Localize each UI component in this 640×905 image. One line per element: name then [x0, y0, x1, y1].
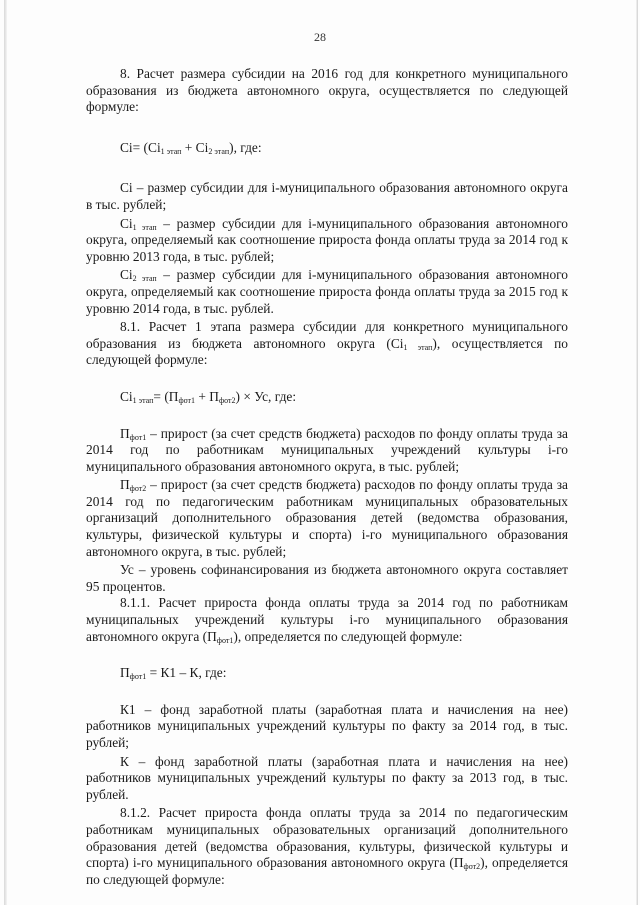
formula-pfot1: [86, 665, 568, 682]
paragraph-8: 8. Расчет размера субсидии на 2016 год для конкретного муниципального образования из бюджета автономного округа, осуществляется по следующей формуле:: [86, 66, 568, 115]
formula-ci-1: [86, 389, 568, 406]
paragraph-8-1: [86, 319, 568, 369]
formula-text: Ci: [120, 388, 133, 404]
page-number: 28: [314, 30, 326, 44]
definition-text: – размер субсидии для i-муниципального образования автономного округа, определяемый как соотношение прироста фонда оплаты труда за 2015 год к уровню 2014 года, в тыс. рублей.: [86, 267, 568, 316]
definition-us: Ус – уровень софинансирования из бюджета автономного округа составляет 95 процентов.: [86, 562, 568, 594]
formula-text: = (П: [153, 388, 179, 404]
definition-k1: К1 – фонд заработной платы (заработная плата и начисления на нее) работников муниципальных учреждений культуры по факту за 2014 год, в тыс. рублей;: [86, 701, 568, 750]
definition-ci-2: [86, 267, 568, 317]
formula-subscript: фот1: [178, 395, 196, 405]
formula-text: П: [120, 665, 130, 681]
formula-subscript: 2 этап: [208, 146, 230, 156]
definition-term: Ci: [120, 267, 133, 283]
document-body: [86, 66, 568, 888]
scan-edge-left: [4, 0, 7, 905]
definition-subscript: фот2: [129, 484, 147, 494]
definition-subscript: фот1: [129, 432, 147, 442]
formula-subscript: фот2: [218, 395, 236, 405]
formula-subscript: фот1: [129, 672, 147, 682]
formula-text: ), где:: [229, 139, 262, 155]
paragraph-text: 8.1.2. Расчет прироста фонда оплаты труда за 2014 по педагогическим работникам муниципальных образовательных организаций дополнительного образования детей (ведомства образования, культуры, физической культуры и спорта) i-го муниципального образования автономного округа (П: [86, 805, 568, 871]
paragraph-8-1-1: [86, 595, 568, 645]
formula-text: = К1 – К, где:: [146, 665, 227, 681]
definition-ci: Ci – размер субсидии для i-муниципального образования автономного округа в тыс. рублей;: [86, 180, 568, 212]
formula-text: Ci= (Ci: [120, 139, 161, 155]
formula-text: + П: [195, 388, 219, 404]
definition-subscript: 1 этап: [132, 222, 157, 232]
definition-term: Ci: [120, 215, 133, 231]
paragraph-text: 8.1.1. Расчет прироста фонда оплаты труда за 2014 год по работникам муниципальных учреждений культуры i-го муниципального образования автономного округа (П: [86, 595, 568, 644]
formula-ci: [86, 140, 568, 157]
definition-ci-1: [86, 216, 568, 266]
definition-text: – размер субсидии для i-муниципального образования автономного округа, определяемый как соотношение прироста фонда оплаты труда за 2014 год к уровню 2013 года, в тыс. рублей;: [86, 215, 568, 264]
paragraph-text: ), определяется по следующей формуле:: [86, 855, 568, 887]
paragraph-8-1-2: [86, 805, 568, 888]
definition-text: – прирост (за счет средств бюджета) расходов по фонду оплаты труда за 2014 год по работникам муниципальных учреждений культуры i-го муниципального образования автономного округа, в тыс. рублей;: [86, 425, 568, 474]
paragraph-text: ), осуществляется по следующей формуле:: [86, 335, 568, 368]
definition-term: П: [120, 477, 130, 493]
paragraph-subscript: 1 этап: [403, 342, 433, 352]
paragraph-subscript: фот2: [463, 862, 481, 872]
formula-subscript: 1 этап: [160, 146, 182, 156]
formula-text: ) × Ус, где:: [235, 388, 297, 404]
formula-subscript: 1 этап: [132, 395, 154, 405]
definition-text: – прирост (за счет средств бюджета) расходов по фонду оплаты труда за 2014 год по педагогическим работникам муниципальных образовательных организаций дополнительного образования детей (ведомства образования, культуры, физической культуры и спорта) i-го муниципального образования автономного округа, в тыс. рублей;: [86, 477, 568, 559]
definition-pfot2: [86, 477, 568, 560]
definition-pfot1: [86, 426, 568, 476]
scan-edge-right: [636, 0, 638, 905]
definition-k: К – фонд заработной платы (заработная плата и начисления на нее) работников муниципальных учреждений культуры по факту за 2013 год, в тыс. рублей.: [86, 753, 568, 802]
definition-subscript: 2 этап: [132, 274, 157, 284]
formula-text: + Ci: [181, 139, 209, 155]
paragraph-text: 8.1. Расчет 1 этапа размера субсидии для конкретного муниципального образования из бюджета автономного округа (Ci: [86, 319, 568, 351]
paragraph-text: ), определяется по следующей формуле:: [233, 628, 463, 644]
definition-term: П: [120, 425, 130, 441]
paragraph-subscript: фот1: [216, 635, 234, 645]
